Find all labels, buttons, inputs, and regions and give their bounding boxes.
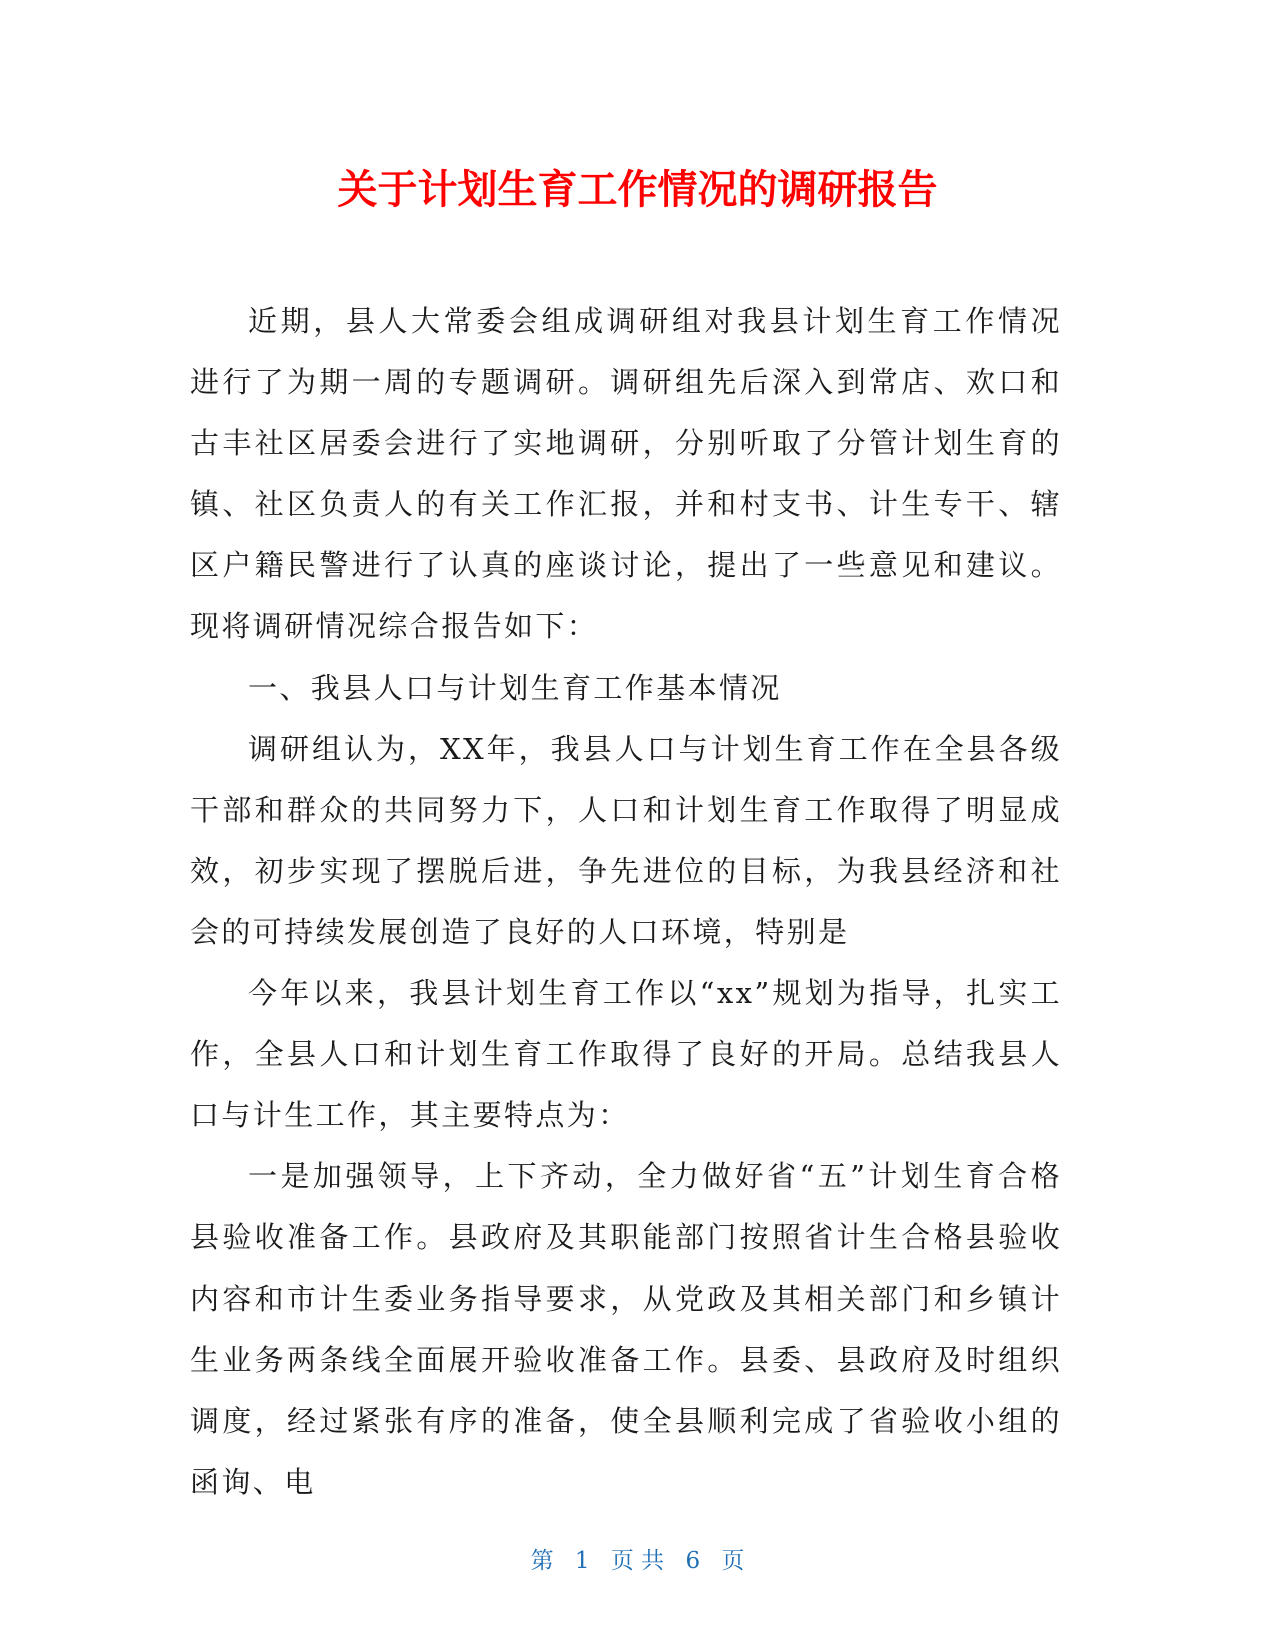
paragraph-this-year: 今年以来，我县计划生育工作以“xx”规划为指导，扎实工作，全县人口和计划生育工作取得了良好的开局。总结我县人口与计生工作，其主要特点为：	[190, 976, 1062, 1133]
paragraph-intro: 近期，县人大常委会组成调研组对我县计划生育工作情况进行了为期一周的专题调研。调研组先后深入到常店、欢口和古丰社区居委会进行了实地调研，分别听取了分管计划生育的镇、社区负责人的有关工作汇报，并和村支书、计生专干、辖区户籍民警进行了认真的座谈讨论，提出了一些意见和建议。现将调研情况综合报告如下：	[190, 304, 1062, 644]
footer-current-page: 1	[574, 1548, 590, 1574]
paragraph-point-one: 一是加强领导，上下齐动，全力做好省“五”计划生育合格县验收准备工作。县政府及其职能部门按照省计生合格县验收内容和市计生委业务指导要求，从党政及其相关部门和乡镇计生业务两条线全面展开验收准备工作。县委、县政府及时组织调度，经过紧张有序的准备，使全县顺利完成了省验收小组的函询、电	[190, 1159, 1062, 1499]
document-body	[190, 291, 1062, 1513]
section-heading-1: 一、我县人口与计划生育工作基本情况	[248, 670, 782, 705]
footer-suffix: 页	[721, 1548, 745, 1574]
paragraph-summary: 调研组认为，XX年，我县人口与计划生育工作在全县各级干部和群众的共同努力下，人口和计划生育工作取得了明显成效，初步实现了摆脱后进，争先进位的目标，为我县经济和社会的可持续发展创造了良好的人口环境，特别是	[190, 731, 1062, 949]
document-title: 关于计划生育工作情况的调研报告	[337, 167, 938, 213]
page-footer	[0, 1546, 1275, 1576]
footer-middle: 页 共	[610, 1548, 665, 1574]
footer-prefix: 第	[530, 1548, 554, 1574]
footer-total-pages: 6	[685, 1548, 701, 1574]
